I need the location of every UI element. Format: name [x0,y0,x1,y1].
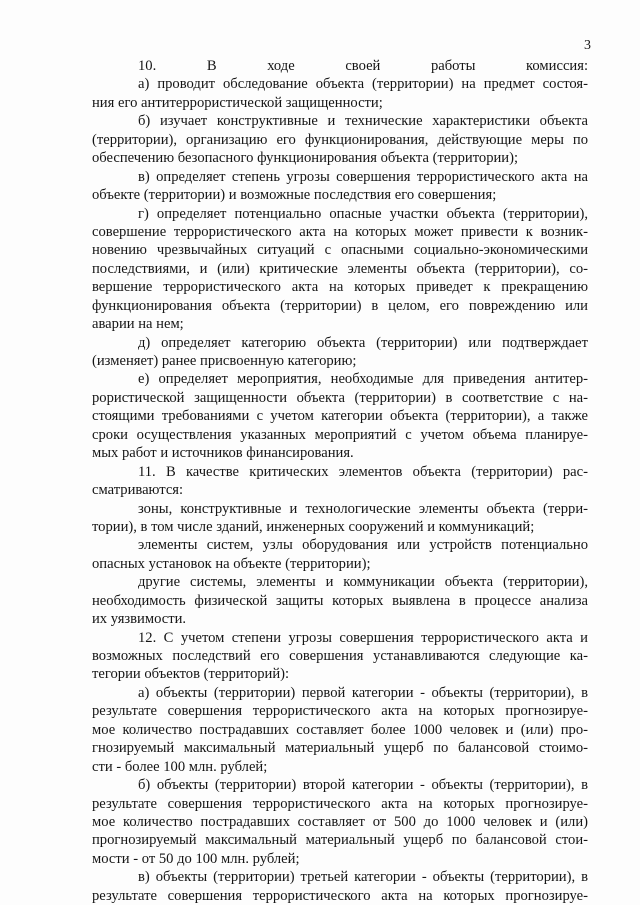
text-line: объекте (территории) и возможные последствия его совершения; [92,187,497,204]
text-line: б) изучает конструктивные и технические характеристики объекта [138,113,588,130]
text-line: сти - более 100 млн. рублей; [92,758,268,775]
text-line: а) проводит обследование объекта (территории) на предмет состоя- [138,76,588,93]
text-line: последствиями, и (или) критические элементы объекта (территории), со- [92,260,588,277]
text-line: (территории), организацию его функционирования, действующие меры по [92,131,588,148]
text-line: обеспечению безопасного функционирования объекта (территории); [92,150,519,167]
text-line: в) объекты (территории) третьей категории - объекты (территории), в [138,869,588,886]
text-line: 12. С учетом степени угрозы совершения террористического акта и [138,629,588,646]
text-line: сматриваются: [92,482,184,499]
text-line: элементы систем, узлы оборудования или устройств потенциально [138,537,588,554]
text-line: сроки осуществления указанных мероприятий с учетом объема планируе- [92,426,588,443]
text-line: г) определяет потенциально опасные участки объекта (территории), [138,205,588,222]
text-line: результате совершения террористического акта на которых прогнозируе- [92,703,588,720]
text-line: новению чрезвычайных ситуаций с опасными социально-экономическими [92,242,588,259]
text-line: 11. В качестве критических элементов объекта (территории) рас- [138,463,588,480]
text-line: зоны, конструктивные и технологические элементы объекта (терри- [138,500,588,517]
text-line: д) определяет категорию объекта (территории) или подтверждает [138,334,588,351]
text-line: совершение террористического акта на которых может привести к возник- [92,223,588,240]
text-line: тории), в том числе зданий, инженерных сооружений и коммуникаций; [92,518,535,535]
text-line: стоящими требованиями с учетом категории объекта (территории), а также [92,408,588,425]
text-line: функционирования объекта (территории) в целом, его повреждению или [92,297,588,314]
text-line: 10. В ходе своей работы комиссия: [138,58,588,74]
text-line: результате совершения террористического акта на которых прогнозируе- [92,887,588,904]
text-line: необходимость физической защиты которых выявлена в процессе анализа [92,592,588,609]
text-line: тегории объектов (территорий): [92,666,290,683]
text-line: е) определяет мероприятия, необходимые для приведения антитер- [138,371,588,388]
text-line: другие системы, элементы и коммуникации объекта (территории), [138,574,588,591]
page-number: 3 [584,38,591,53]
text-line: мое количество пострадавших составляет более 1000 человек и (или) про- [92,721,588,738]
text-line: гнозируемый максимальный материальный ущерб по балансовой стоимо- [92,740,588,757]
text-line: рористической защищенности объекта (территории) в соответствие с на- [92,389,588,406]
text-line: б) объекты (территории) второй категории - объекты (территории), в [138,777,588,794]
text-line: аварии на нем; [92,316,184,333]
text-line: а) объекты (территории) первой категории - объекты (территории), в [138,684,588,701]
text-line: их уязвимости. [92,611,187,628]
text-line: вершение террористического акта на которых приведет к прекращению [92,279,588,296]
text-line: ния его антитеррористической защищенности; [92,94,383,111]
text-line: результате совершения террористического акта на которых прогнозируе- [92,795,588,812]
text-line: (изменяет) ранее присвоенную категорию; [92,353,357,369]
text-line: в) определяет степень угрозы совершения террористического акта на [138,168,588,185]
text-line: мых работ и источников финансирования. [92,445,354,462]
text-line: мости - от 50 до 100 млн. рублей; [92,850,300,867]
body-text [92,57,588,905]
text-line: прогнозируемый максимальный материальный ущерб по балансовой стои- [92,832,588,849]
text-line: опасных установок на объекте (территории); [92,555,371,572]
text-line: мое количество пострадавших составляет от 500 до 1000 человек и (или) [92,813,588,830]
text-line: возможных последствий его совершения устанавливаются следующие ка- [92,648,588,664]
